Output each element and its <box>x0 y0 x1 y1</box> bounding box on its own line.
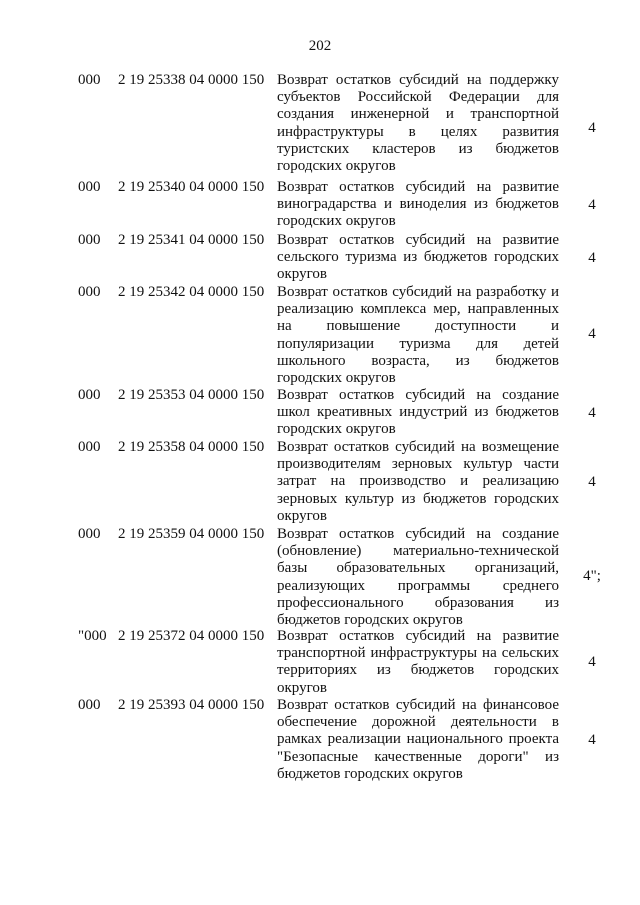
admin-code: 000 <box>78 387 101 403</box>
admin-code: "000 <box>78 628 107 644</box>
budget-classification-code: 2 19 25353 04 0000 150 <box>118 387 265 403</box>
budget-classification-code: 2 19 25342 04 0000 150 <box>118 284 265 300</box>
budget-classification-code: 2 19 25359 04 0000 150 <box>118 526 265 542</box>
admin-code: 000 <box>78 697 101 713</box>
admin-code: 000 <box>78 232 101 248</box>
budget-classification-code: 2 19 25372 04 0000 150 <box>118 628 265 644</box>
budget-classification-code: 2 19 25338 04 0000 150 <box>118 72 265 88</box>
row-description: Возврат остатков субсидий на возмещение производителям зерновых культур части затрат на производство и реализацию зерновых культур из бюджетов городских округов <box>277 439 559 524</box>
row-value: 4 <box>588 732 596 748</box>
admin-code: 000 <box>78 72 101 88</box>
row-value: 4 <box>588 197 596 213</box>
row-value: 4 <box>588 474 596 490</box>
row-description: Возврат остатков субсидий на разработку и реализацию комплекса мер, направленных на повышение доступности и популяризации туризма для детей школьного возраста, из бюджетов городских округов <box>277 284 559 387</box>
row-value: 4"; <box>583 568 601 584</box>
row-value: 4 <box>588 250 596 266</box>
admin-code: 000 <box>78 179 101 195</box>
row-description: Возврат остатков субсидий на развитие виноградарства и виноделия из бюджетов городских округов <box>277 179 559 230</box>
row-description: Возврат остатков субсидий на финансовое обеспечение дорожной деятельности в рамках реализации национального проекта "Безопасные качественные дороги" из бюджетов городских округов <box>277 697 559 782</box>
row-value: 4 <box>588 405 596 421</box>
budget-classification-code: 2 19 25340 04 0000 150 <box>118 179 265 195</box>
admin-code: 000 <box>78 439 101 455</box>
admin-code: 000 <box>78 526 101 542</box>
row-description: Возврат остатков субсидий на развитие транспортной инфраструктуры на сельских территориях из бюджетов городских округов <box>277 628 559 696</box>
row-value: 4 <box>588 326 596 342</box>
budget-classification-code: 2 19 25393 04 0000 150 <box>118 697 265 713</box>
page-number: 202 <box>308 38 332 54</box>
admin-code: 000 <box>78 284 101 300</box>
row-description: Возврат остатков субсидий на поддержку субъектов Российской Федерации для создания инженерной и транспортной инфраструктуры в целях развития туристских кластеров из бюджетов городских округов <box>277 72 559 175</box>
row-description: Возврат остатков субсидий на развитие сельского туризма из бюджетов городских округов <box>277 232 559 283</box>
budget-classification-code: 2 19 25341 04 0000 150 <box>118 232 265 248</box>
row-value: 4 <box>588 120 596 136</box>
row-value: 4 <box>588 654 596 670</box>
row-description: Возврат остатков субсидий на создание (обновление) материально-технической базы образовательных организаций, реализующих программы среднего профессионального образования из бюджетов городских округов <box>277 526 559 629</box>
budget-classification-code: 2 19 25358 04 0000 150 <box>118 439 265 455</box>
row-description: Возврат остатков субсидий на создание школ креативных индустрий из бюджетов городских округов <box>277 387 559 438</box>
